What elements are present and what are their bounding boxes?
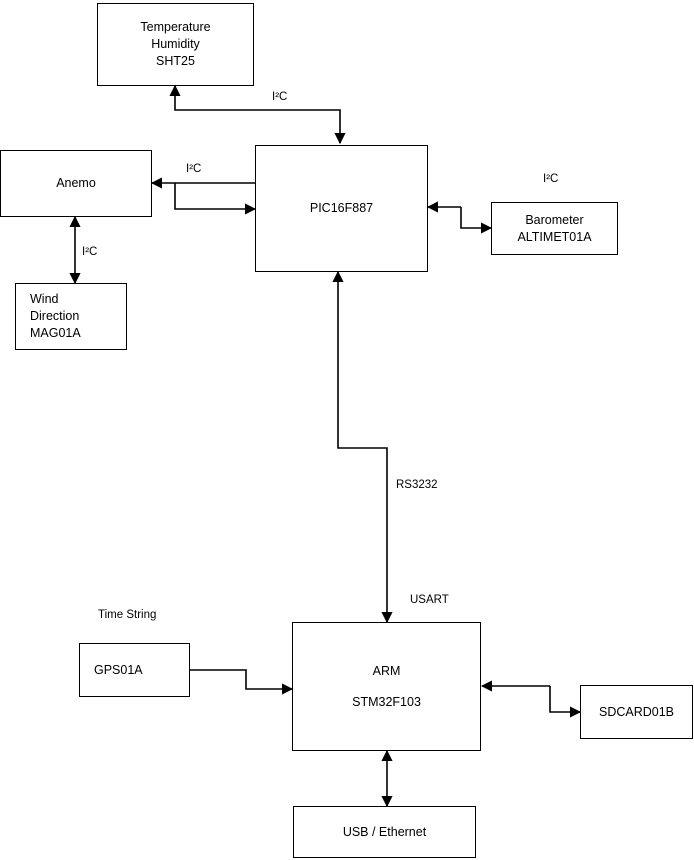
node-line: ARM xyxy=(372,663,401,678)
node-line: Humidity xyxy=(151,37,200,52)
node-line: SDCARD01B xyxy=(598,704,675,719)
edge-label-rs3232: RS3232 xyxy=(396,479,438,491)
node-line: STM32F103 xyxy=(352,694,421,709)
node-line: Temperature xyxy=(140,20,211,35)
node-anemo[interactable] xyxy=(0,150,152,217)
edge-label-i2c-barometer: I²C xyxy=(543,173,559,185)
node-line: Anemo xyxy=(56,176,96,191)
edge-label-i2c-sht25: I²C xyxy=(272,91,288,103)
node-usb-ethernet[interactable] xyxy=(293,806,476,858)
node-line: SHT25 xyxy=(156,53,195,68)
node-wind-direction-mag01a[interactable] xyxy=(15,283,127,350)
edge-label-i2c-winddir: I²C xyxy=(82,246,98,258)
node-line: Wind xyxy=(30,292,59,307)
edge-label-time-string: Time String xyxy=(98,609,157,621)
node-sdcard01b[interactable] xyxy=(580,685,693,739)
node-barometer-altimet01a[interactable] xyxy=(491,202,618,255)
node-temperature-humidity-sht25[interactable] xyxy=(97,3,254,86)
edge-label-i2c-anemo: I²C xyxy=(186,163,202,175)
node-line: PIC16F887 xyxy=(309,201,374,216)
node-line: USB / Ethernet xyxy=(342,824,427,839)
edge-label-usart: USART xyxy=(410,594,449,606)
node-arm-stm32f103[interactable] xyxy=(292,622,481,751)
node-line: Direction xyxy=(30,309,80,324)
node-gps01a[interactable] xyxy=(79,643,190,697)
node-pic16f887[interactable] xyxy=(255,145,428,272)
node-line: GPS01A xyxy=(94,662,143,677)
node-line: Barometer xyxy=(525,212,584,227)
node-line: ALTIMET01A xyxy=(517,229,592,244)
node-line: MAG01A xyxy=(30,325,81,340)
